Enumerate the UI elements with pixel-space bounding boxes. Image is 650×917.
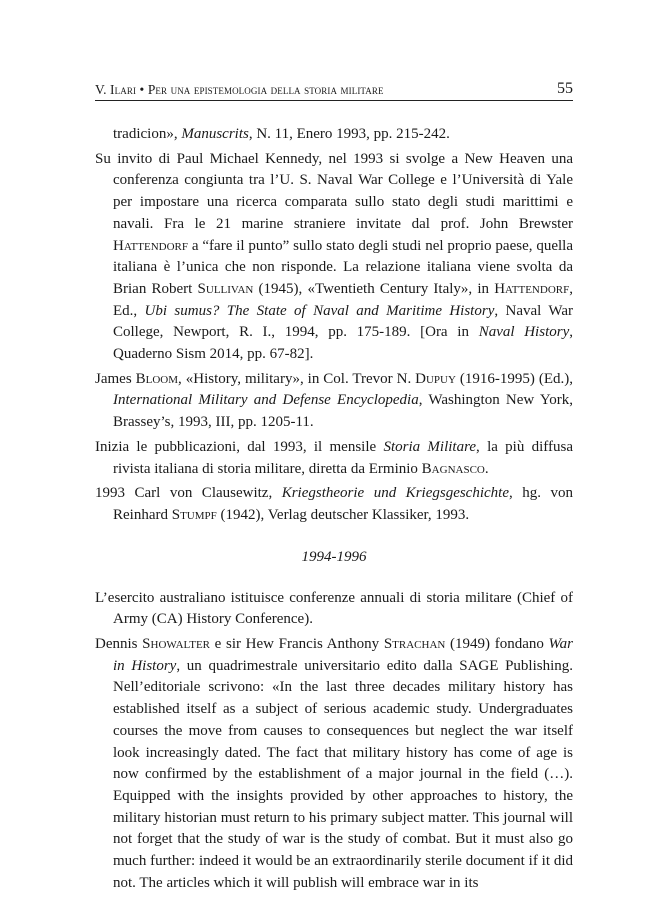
entry-text: , N. 11, Enero 1993, pp. 215-242.	[248, 126, 450, 142]
entry-text: (1942), Verlag deutscher Klassiker, 1993.	[216, 506, 470, 523]
entry-text: , Quaderno Sism 2014, pp. 67-82].	[113, 324, 573, 363]
italic-title: War in History	[113, 636, 573, 674]
entry-text: Su invito di Paul Michael Kennedy, nel 1993 si svolge a New Heaven una conferenza congiunta tra l’U. S. Naval War College e l’Università di Yale per impostare una ricerca comparata sullo stato degli studi marittimi e navali. Fra le 21 marine straniere invitate dal prof. John Brewster	[95, 150, 573, 232]
entry-text: (1949) fondano	[445, 636, 549, 653]
entry-text: , la più diffusa rivista italiana di storia militare, diretta da Erminio	[113, 438, 574, 477]
author-surname: Showalter	[142, 636, 210, 653]
bibliography-entry	[95, 588, 573, 631]
author-surname: Dupuy	[415, 370, 456, 387]
running-header	[95, 76, 573, 101]
entry-text: , hg. von Reinhard	[113, 485, 573, 523]
bibliography-entries-1994	[95, 124, 573, 527]
bibliography-entry	[95, 634, 573, 894]
italic-title: Naval History	[478, 324, 570, 341]
page-body	[95, 124, 573, 898]
entry-text: L’esercito australiano istituisce conferenze annuali di storia militare (Chief of Army (CA) History Conference).	[95, 589, 573, 628]
entry-text: , Washington New York, Brassey’s, 1993, III, pp. 1205-11.	[113, 392, 574, 431]
entry-text: 1993 Carl von Clausewitz,	[95, 485, 282, 502]
entry-text: e sir Hew Francis Anthony	[210, 636, 384, 653]
italic-title: Manuscrits	[181, 126, 249, 142]
entry-text: James	[95, 370, 136, 387]
entry-text: Dennis	[95, 636, 143, 653]
bibliography-entries-1994-1996	[95, 588, 573, 895]
section-heading: 1994-1996	[301, 548, 367, 565]
author-surname: Bloom	[135, 370, 179, 387]
entry-text: (1916-1995) (Ed.),	[455, 370, 573, 387]
author-surname: Sullivan	[197, 280, 254, 297]
entry-text: , Ed.,	[113, 280, 573, 319]
entry-text: , un quadrimestrale universitario edito dalla SAGE Publishing. Nell’editoriale scrivono: «In the last three decades military history has established itself as a subject of serious academic study. Undergraduates courses the move from causes to consequences but neglect the war itself look increasingly dated. The fact that military history has come of age is now confirmed by the establishment of a major journal in the field (…). Equipped with the insights provided by other approaches to history, the military historian must return to his primary subject matter. This journal will not forget that the study of war is the study of combat. But it must also go much further: indeed it would be an extraordinarily sterile document if it did not. The articles which it will publish will embrace war in its	[113, 657, 573, 891]
author-surname: Strachan	[383, 636, 446, 653]
italic-title: Ubi sumus? The State of Naval and Maritime History	[144, 302, 495, 319]
author-surname: Hattendorf	[494, 280, 570, 297]
bibliography-entry	[95, 124, 573, 146]
entry-text: , Naval War College, Newport, R. I., 1994, pp. 175-189. [Ora in	[113, 302, 574, 341]
bibliography-entry	[95, 437, 573, 480]
bibliography-entry	[95, 483, 573, 526]
entry-text: tradicion»,	[113, 126, 182, 142]
entry-text: (1945), «Twentieth Century Italy», in	[253, 280, 495, 297]
entry-text: a “fare il punto” sullo stato degli studi nel proprio paese, quella italiana è l’unica che non risponde. La relazione italiana viene svolta da Brian Robert	[113, 237, 573, 297]
author-surname: Bagnasco	[421, 460, 485, 477]
entry-text: Inizia le pubblicazioni, dal 1993, il mensile	[95, 438, 384, 455]
author-surname: Stumpf	[171, 506, 217, 523]
italic-title: International Military and Defense Encyclopedia	[113, 392, 419, 409]
entry-text: , «History, military», in Col. Trevor N.	[178, 370, 416, 387]
bibliography-entry	[95, 149, 573, 366]
running-header-title: V. Ilari • Per una epistemologia della storia militare	[95, 82, 384, 97]
italic-title: Storia Militare	[383, 438, 477, 455]
page-number: 55	[557, 80, 573, 97]
author-surname: Hattendorf	[113, 237, 189, 254]
bibliography-entry	[95, 369, 573, 434]
italic-title: Kriegstheorie und Kriegsgeschichte	[281, 485, 509, 502]
entry-text: .	[484, 460, 489, 477]
